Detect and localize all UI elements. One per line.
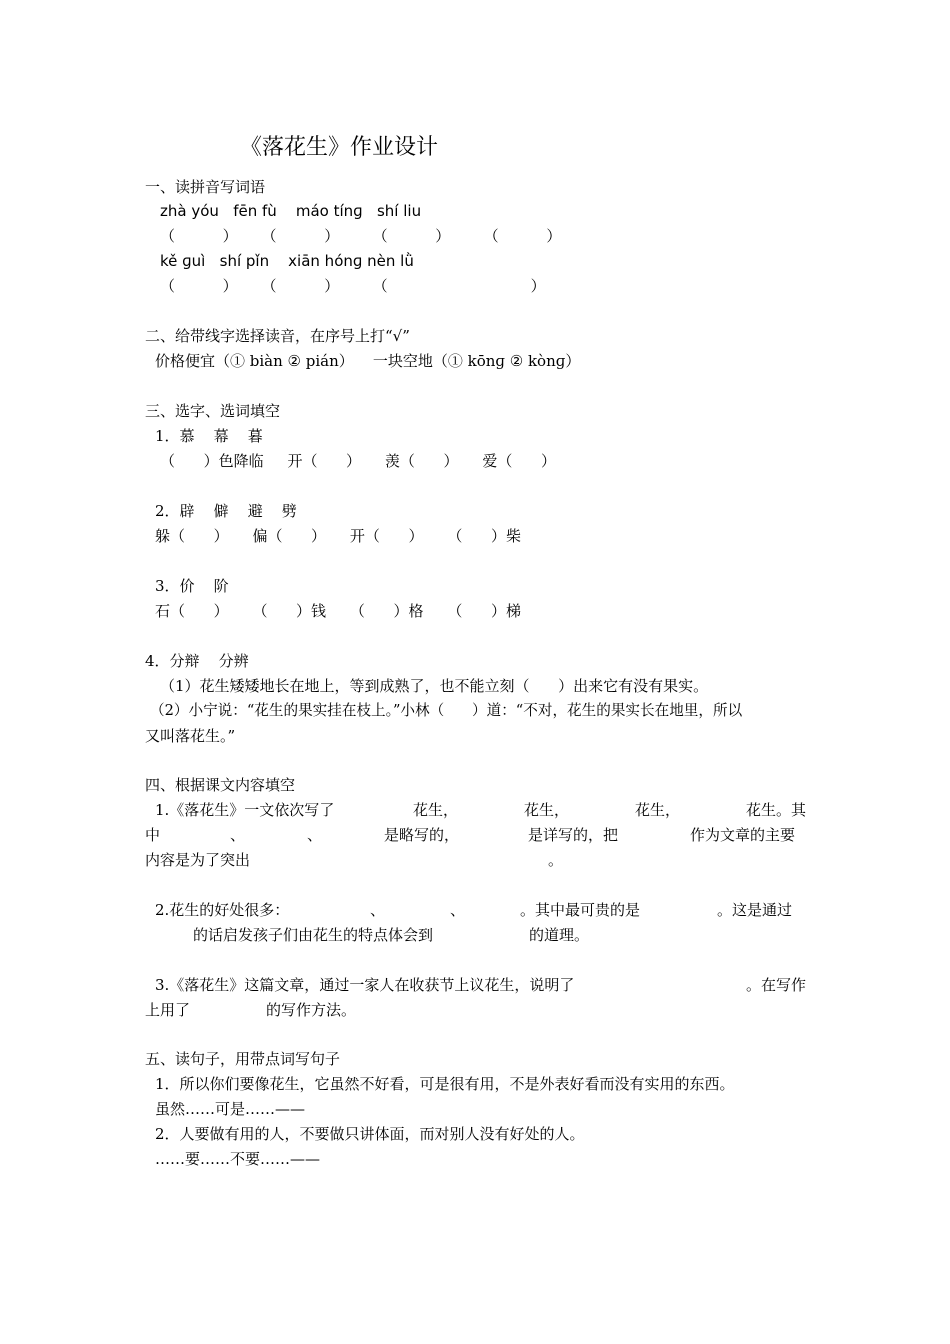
q4-1-text-d: 花生， (635, 801, 681, 819)
q4-2-text-d: 。其中最可贵的是 (520, 901, 641, 919)
q4-1-text-a: 1.《落花生》一文依次写了 (155, 801, 335, 819)
q4-3-text-d: 的写作方法。 (266, 1001, 357, 1019)
pronunciation-choice-line: 价格便宜（① biàn ② pián） 一块空地（① kōnɡ ② kònɡ） (155, 352, 581, 370)
q3-2-blanks: 躲（ ） 偏（ ） 开（ ） （ ）柴 (155, 527, 521, 545)
section-3-heading: 三、选字、选词填空 (145, 402, 281, 420)
q4-1-text-m: 。 (548, 851, 564, 869)
q4-2-text-f: 的话启发孩子们由花生的特点体会到 (193, 926, 434, 944)
q3-1-options: 1．慕 幕 暮 (155, 427, 263, 445)
section-2-heading: 二、给带线字选择读音，在序号上打“√” (145, 327, 410, 345)
q4-2-text-g: 的道理。 (529, 926, 590, 944)
section-1-heading: 一、读拼音写词语 (145, 178, 266, 196)
q3-3-options: 3．价 阶 (155, 577, 229, 595)
q3-2-options: 2．辟 僻 避 劈 (155, 502, 297, 520)
page-title: 《落花生》作业设计 (240, 135, 439, 160)
q4-1-text-j: 是详写的，把 (528, 826, 619, 844)
q3-4-sentence-2-cont: 又叫落花生。” (145, 727, 236, 745)
q4-2-text-c: 、 (450, 901, 466, 919)
pinyin-row-2: kě ɡuì shí pǐn xiān hónɡ nèn lǜ (160, 252, 414, 270)
q5-2-pattern: ……要……不要……—— (155, 1150, 321, 1168)
q5-2-sentence: 2．人要做有用的人，不要做只讲体面，而对别人没有好处的人。 (155, 1125, 585, 1143)
q4-2-text-a: 2.花生的好处很多： (155, 901, 290, 919)
q3-4-sentence-1: （1）花生矮矮地长在地上，等到成熟了，也不能立刻（ ）出来它有没有果实。 (160, 677, 709, 695)
q4-3-text-b: 。在写作 (746, 976, 807, 994)
q4-2-text-e: 。这是通过 (717, 901, 793, 919)
q3-1-blanks: （ ）色降临 开（ ） 羡（ ） 爱（ ） (160, 452, 556, 470)
q3-3-blanks: 石（ ） （ ）钱 （ ）格 （ ）梯 (155, 602, 521, 620)
q5-1-pattern: 虽然……可是……—— (155, 1100, 306, 1118)
section-4-heading: 四、根据课文内容填空 (145, 776, 296, 794)
q4-3-text-a: 3.《落花生》这篇文章，通过一家人在收获节上议花生，说明了 (155, 976, 575, 994)
q4-1-text-k: 作为文章的主要 (690, 826, 796, 844)
q3-4-options: 4．分辩 分辨 (145, 652, 249, 670)
q4-1-text-g: 、 (230, 826, 246, 844)
q4-1-text-b: 花生， (413, 801, 459, 819)
answer-parens-row-1: （ ） （ ） （ ） （ ） (160, 227, 562, 245)
q4-1-text-f: 中 (145, 826, 161, 844)
pinyin-row-1: zhà yóu fēn fù máo tínɡ shí liu (160, 202, 422, 220)
q4-2-text-b: 、 (370, 901, 386, 919)
q4-1-text-e: 花生。其 (746, 801, 807, 819)
section-5-heading: 五、读句子，用带点词写句子 (145, 1050, 341, 1068)
q4-3-text-c: 上用了 (145, 1001, 191, 1019)
q4-1-text-h: 、 (307, 826, 323, 844)
q3-4-sentence-2: （2）小宁说：“花生的果实挂在枝上。”小林（ ）道：“不对，花生的果实长在地里，所以 (150, 702, 743, 719)
answer-parens-row-2: （ ） （ ） （ ） (160, 277, 546, 295)
q4-1-text-l: 内容是为了突出 (145, 851, 251, 869)
q4-1-text-i: 是略写的， (384, 826, 460, 844)
q5-1-sentence: 1．所以你们要像花生，它虽然不好看，可是很有用，不是外表好看而没有实用的东西。 (155, 1075, 735, 1093)
q4-1-text-c: 花生， (524, 801, 570, 819)
